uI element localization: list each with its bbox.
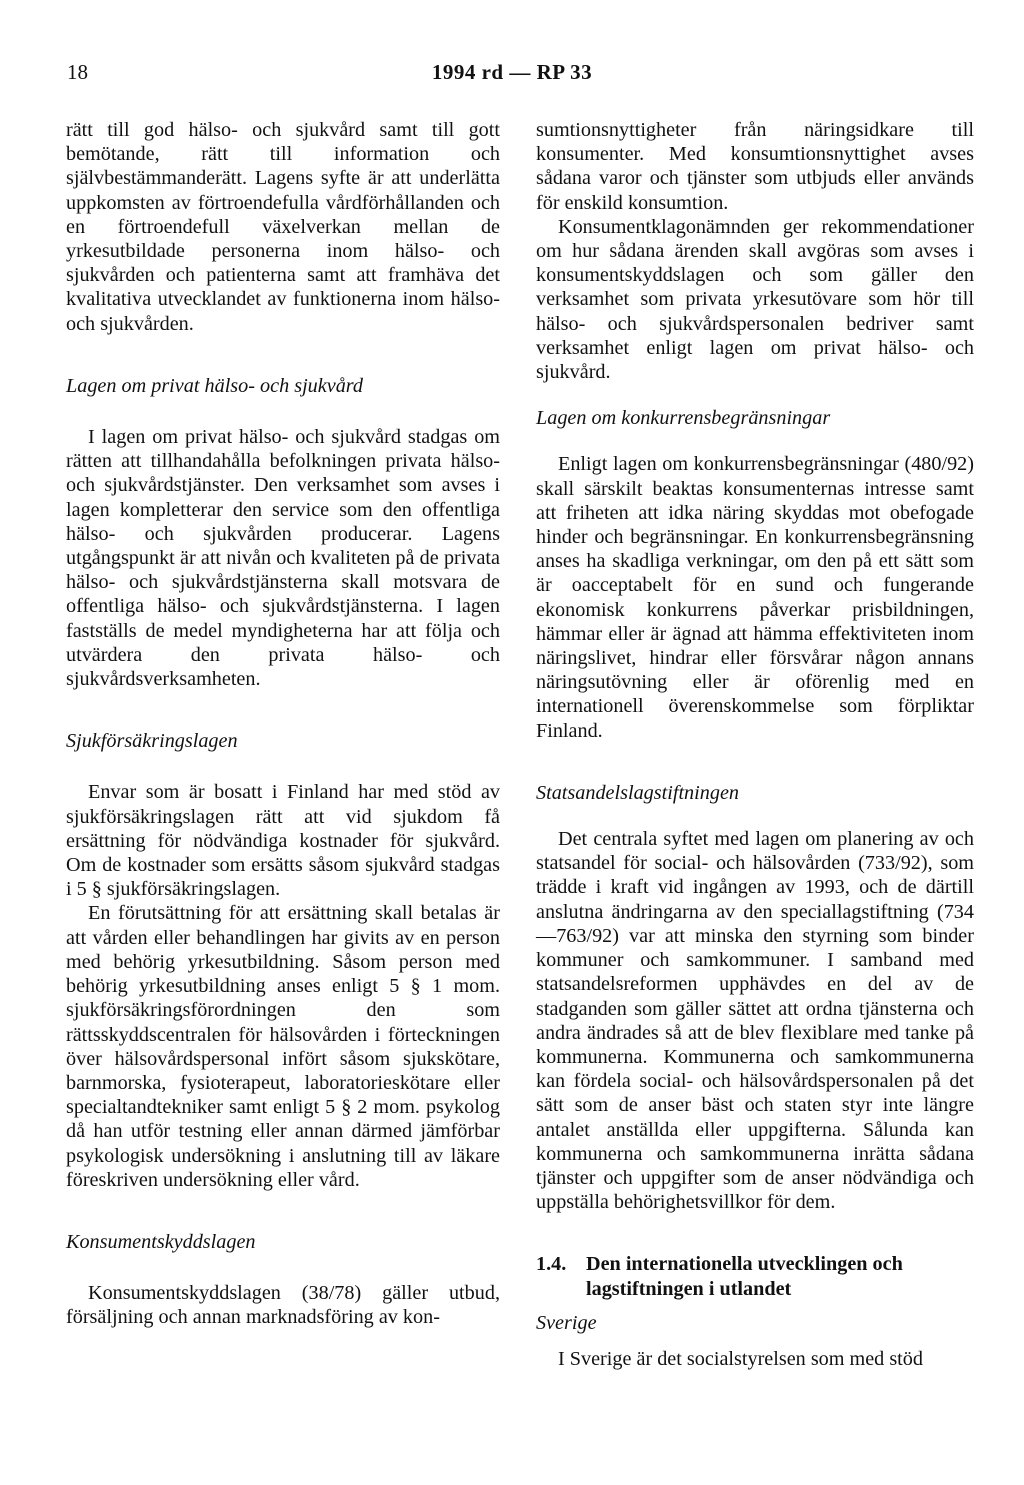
paragraph: Konsumentklagonämnden ger rekommendationer om hur sådana ärenden skall avgöras som avses i konsumentskyddslagen och som gäller den verksamhet som privata yrkesutövare som hör till hälso- och sjukvårdspersonalen bedriver samt verksamhet enligt lagen om privat hälso- och sjukvård. xyxy=(536,215,974,384)
section-heading: Konsumentskyddslagen xyxy=(66,1230,256,1253)
paragraph: Det centrala syftet med lagen om planering av och statsandel för social- och hälsovården (733/92), som trädde i kraft vid ingången av 1993, och de därtill anslutna ändringarna av den speciallagstiftning (734—763/92) var att minska den styrning som binder kommuner och samkommuner. I samband med statsandelsreformen upphävdes en del av de stadganden som gäller sättet att ordna tjänsterna och andra ändrades så att de blev flexiblare med tanke på kommunerna. Kommunerna och samkommunerna kan fördela social- och hälsovårdspersonalen på det sätt som de anser bäst och staten styr inte längre antalet anställda eller uppgifterna. Sålunda kan kommunerna och samkommunerna inrätta sådana tjänster och uppgifter som de anser nödvändiga och uppställa behörighetsvillkor för dem. xyxy=(536,828,974,1214)
page-header xyxy=(0,60,1024,90)
section-title: Den internationella utvecklingen och lagstiftningen i utlandet xyxy=(586,1253,903,1300)
paragraph: Enligt lagen om konkurrensbegränsningar (480/92) skall särskilt beaktas konsumenternas intresse samt att friheten att idka näring skyddas mot obefogade hinder och begränsningar. En konkurrensbegränsning anses ha skadliga verkningar, om den på ett sätt som är oacceptabelt för en sund och fungerande ekonomisk konkurrens påverkar prisbildningen, hämmar eller är ägnad att hämma effektiviteten inom näringslivet, hindrar eller försvårar någon annans näringsutövning eller är oförenlig med en internationell överenskommelse som förpliktar Finland. xyxy=(536,453,974,742)
paragraph: I Sverige är det socialstyrelsen som med stöd xyxy=(558,1347,923,1370)
section-heading: Sjukförsäkringslagen xyxy=(66,730,238,753)
page-number: 18 xyxy=(67,60,88,84)
section-heading: Lagen om konkurrensbegränsningar xyxy=(536,407,831,430)
paragraph: Konsumentskyddslagen (38/78) gäller utbud, försäljning och annan marknadsföring av kon- xyxy=(66,1282,500,1329)
section-number: 1.4. xyxy=(536,1253,567,1276)
section-heading: Sverige xyxy=(536,1311,597,1334)
section-heading: Statsandelslagstiftningen xyxy=(536,781,739,804)
paragraph: En förutsättning för att ersättning skall betalas är att vården eller behandlingen har givits av en person med behörig yrkesutbildning. Såsom person med behörig yrkesutbildning anses enligt 5 § 1 mom. sjukförsäkringsförordningen den som rättsskyddscentralen för hälsovården i förteckningen över hälsovårdspersonal infört såsom sjukskötare, barnmorska, fysioterapeut, laboratorieskötare eller specialtandtekniker samt enligt 5 § 2 mom. psykolog då han utför testning eller annan därmed jämförbar psykologisk undersökning i anslutning till av läkare föreskriven undersökning eller vård. xyxy=(66,902,500,1191)
right-column xyxy=(536,118,974,1371)
paragraph: rätt till god hälso- och sjukvård samt till gott bemötande, rätt till information och självbestämmanderätt. Lagens syfte är att underlätta uppkomsten av förtroendefulla vårdförhållanden och en förtroendefull växelverkan mellan de yrkesutbildade personerna inom hälso- och sjukvården och patienterna samt att framhäva det kvalitativa utvecklandet av funktionerna inom hälso- och sjukvården. xyxy=(66,119,500,335)
numbered-section-heading xyxy=(536,1252,974,1300)
section-heading: Lagen om privat hälso- och sjukvård xyxy=(66,374,363,397)
running-title: 1994 rd — RP 33 xyxy=(431,60,593,84)
paragraph: Envar som är bosatt i Finland har med stöd av sjukförsäkringslagen rätt att vid sjukdom få ersättning för nödvändiga kostnader för sjukvård. Om de kostnader som ersätts såsom sjukvård stadgas i 5 § sjukförsäkringslagen. xyxy=(66,781,500,901)
paragraph: sumtionsnyttigheter från näringsidkare till konsumenter. Med konsumtionsnyttighet avses sådana varor och tjänster som utbjuds eller används för enskild konsumtion. xyxy=(536,119,974,214)
paragraph: I lagen om privat hälso- och sjukvård stadgas om rätten att tillhandahålla befolkningen privata hälso- och sjukvårdstjänster. Den verksamhet som avses i lagen kompletterar den service som den offentliga hälso- och sjukvården producerar. Lagens utgångspunkt är att nivån och kvaliteten på de privata hälso- och sjukvårdstjänsterna skall motsvara de offentliga hälso- och sjukvårdstjänsterna. I lagen fastställs de medel myndigheterna har att följa och utvärdera den privata hälso- och sjukvårdsverksamheten. xyxy=(66,426,500,691)
left-column xyxy=(66,118,500,1330)
